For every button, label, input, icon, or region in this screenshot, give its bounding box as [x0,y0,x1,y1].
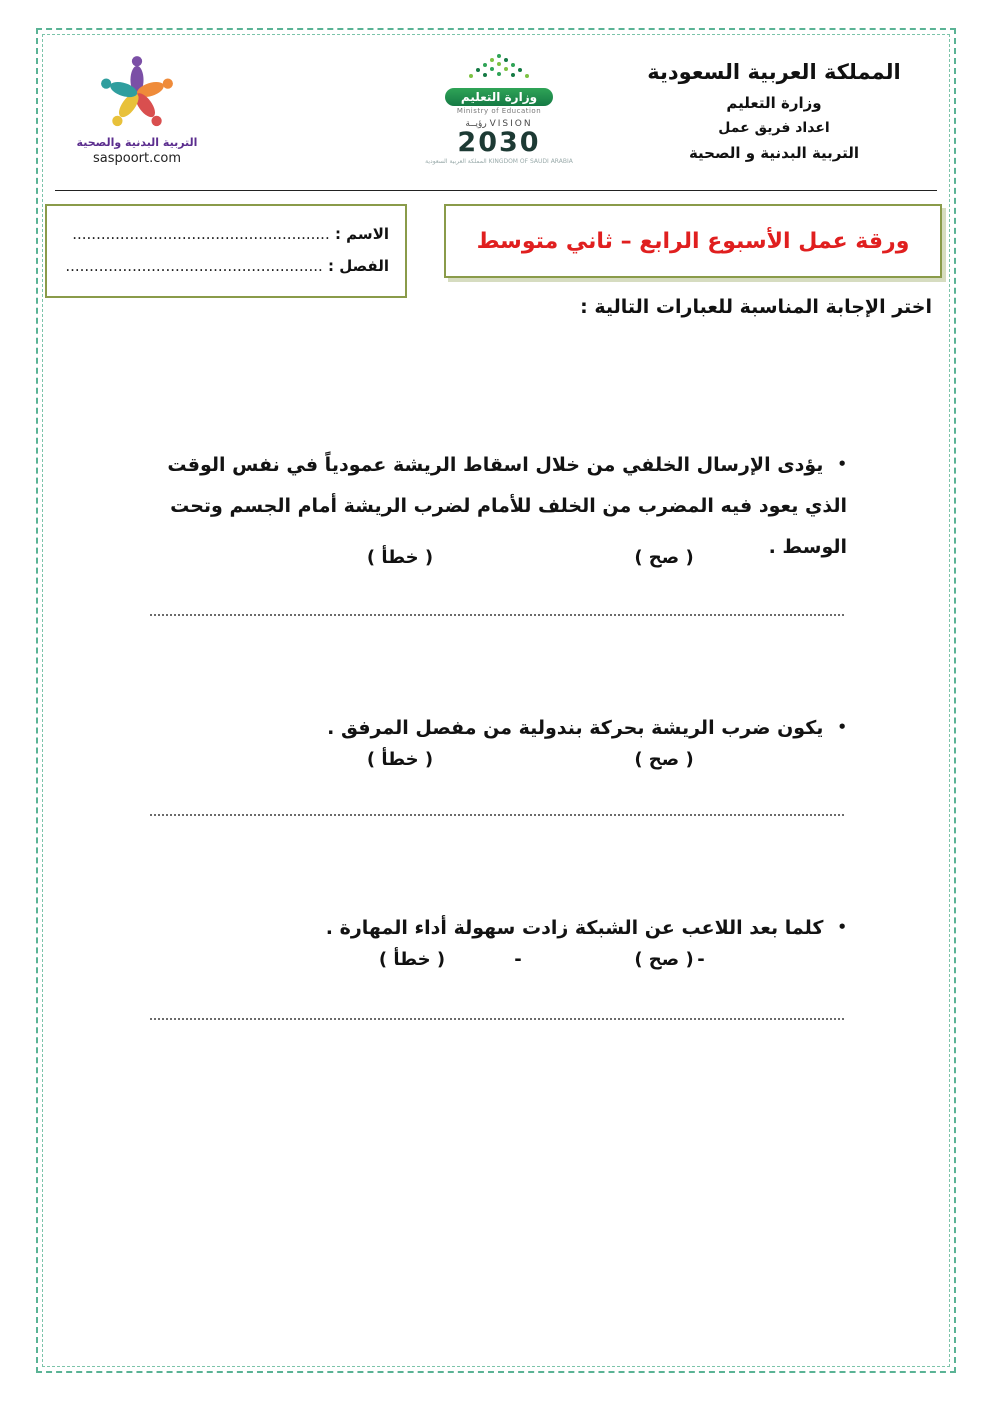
sasport-website: saspoort.com [92,151,181,166]
sasport-caption: التربية البدنية والصحية [76,136,198,149]
answer-false-option: ( خطأ ) [378,949,446,970]
name-dots-field: ...................................................... [72,225,330,243]
question-2-text: •يكون ضرب الريشة بحركة بندولية من مفصل المرفق . [327,717,847,739]
answer-true-option: ( صح ) [634,749,694,770]
answer-false-option: ( خطأ ) [366,547,434,568]
dotted-separator [150,614,844,616]
header-divider [55,190,937,191]
org-ministry: وزارة التعليم [726,94,822,112]
vision-footer: المملكة العربية السعودية KINGDOM OF SAUDI ARABIA [425,158,573,165]
ministry-name-badge: وزارة التعليم [445,88,553,106]
worksheet-title: ورقة عمل الأسبوع الرابع – ثاني متوسط [476,228,910,254]
question-1-text: •يؤدى الإرسال الخلفي من خلال اسقاط الريشة عمودياً في نفس الوقت الذي يعود فيه المضرب من الخلف للأمام لضرب الريشة أمام الجسم وتحت الوسط . [167,454,847,558]
org-country: المملكة العربية السعودية [647,60,901,84]
question-2-answers [0,749,992,779]
bullet-icon: • [837,718,847,736]
vision-label: رؤيــة VISION [465,119,533,129]
dash-mark: - [514,949,522,970]
sasport-logo [72,50,202,166]
question-1-answers [0,547,992,577]
name-label: الاسم : [334,225,389,243]
class-row [63,250,389,282]
dotted-separator [150,814,844,816]
ministry-dots-icon [451,67,547,86]
sasport-people-icon [72,50,202,134]
org-info [614,60,934,162]
bullet-icon: • [837,455,847,473]
answer-true-option: ( صح ) [634,547,694,568]
class-dots-field: ...................................................... [65,257,323,275]
class-label: الفصل : [328,257,389,275]
question-3-text: •كلما بعد اللاعب عن الشبكة زادت سهولة أداء المهارة . [325,917,847,939]
dotted-separator [150,1018,844,1020]
name-row [63,218,389,250]
org-subject: التربية البدنية و الصحية [688,144,860,162]
answer-false-option: ( خطأ ) [366,749,434,770]
vision-2030-logo: 2030 [457,127,541,158]
org-team: اعداد فريق عمل [718,120,830,136]
worksheet-title-box [444,204,942,278]
ministry-name-en: Ministry of Education [456,107,542,115]
answer-true-option: ( صح ) [634,949,694,970]
ministry-vision-logo [424,52,574,165]
instruction-text: اختر الإجابة المناسبة للعبارات التالية : [580,296,932,318]
question-3-answers [0,949,992,979]
dash-mark: - [697,949,705,970]
student-info-box [45,204,407,298]
bullet-icon: • [837,918,847,936]
